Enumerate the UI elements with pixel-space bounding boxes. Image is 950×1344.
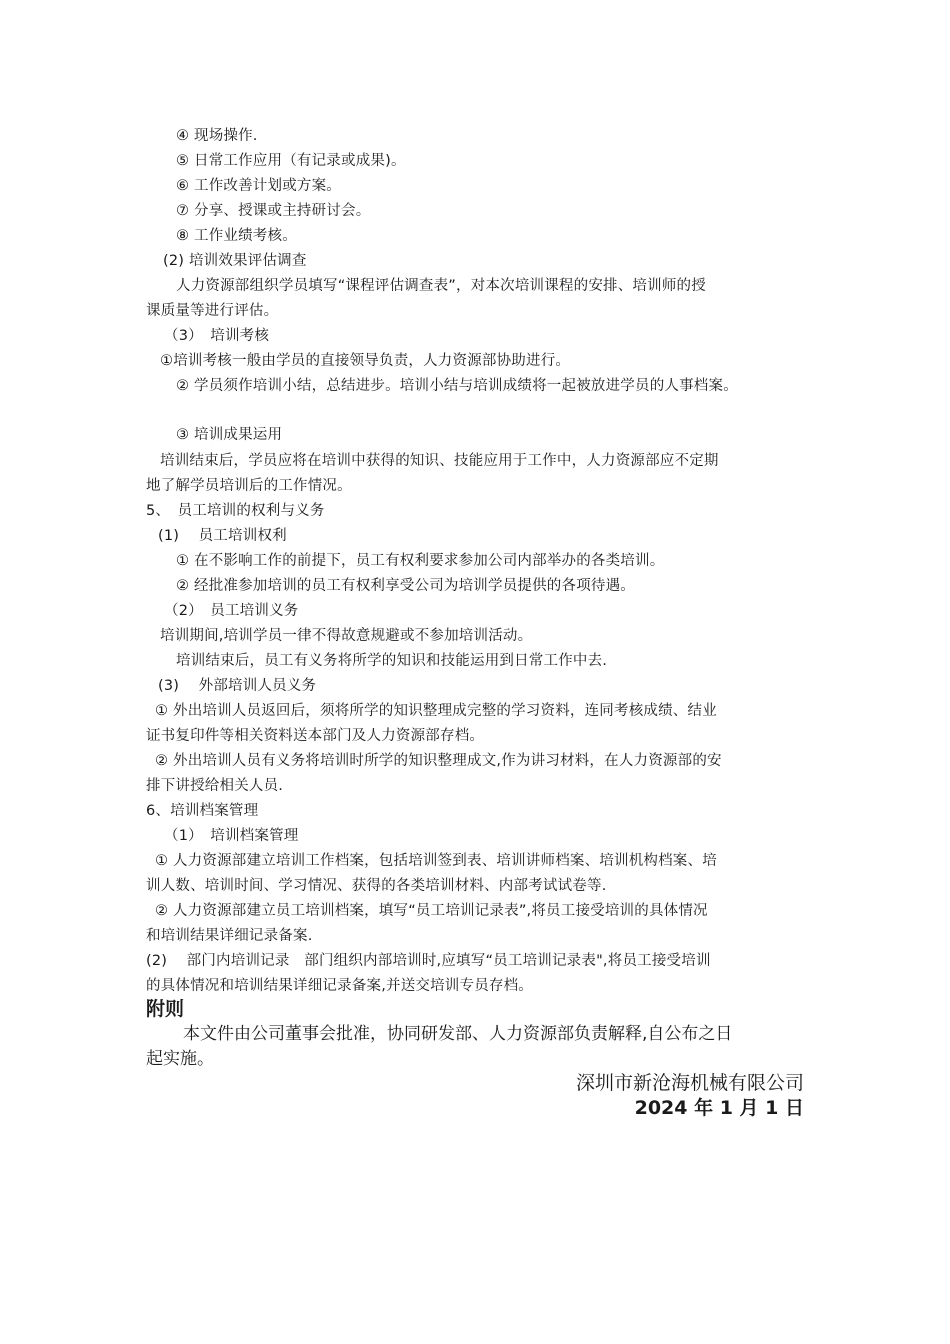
list-item: ② 经批准参加培训的员工有权利享受公司为培训学员提供的各项待遇。 [176, 578, 636, 594]
list-item: ⑧ 工作业绩考核。 [176, 228, 297, 244]
paragraph-line: 的具体情况和培训结果详细记录备案,并送交培训专员存档。 [146, 978, 534, 994]
appendix-text: 本文件由公司董事会批准，协同研发部、人力资源部负责解释,自公布之日 [183, 1024, 733, 1044]
paragraph-line: 证书复印件等相关资料送本部门及人力资源部存档。 [146, 728, 485, 744]
appendix-heading: 附则 [146, 998, 185, 1020]
paragraph-line: 地了解学员培训后的工作情况。 [146, 478, 352, 494]
appendix-text: 起实施。 [146, 1049, 214, 1069]
paragraph-line: 训人数、培训时间、学习情况、获得的各类培训材料、内部考试试卷等. [146, 878, 607, 894]
list-item: ① 在不影响工作的前提下，员工有权利要求参加公司内部举办的各类培训。 [176, 553, 665, 569]
list-item: ①培训考核一般由学员的直接领导负责，人力资源部协助进行。 [160, 353, 571, 369]
signature-date: 2024 年 1 月 1 日 [634, 1097, 804, 1119]
list-item: ② 外出培训人员有义务将培训时所学的知识整理成文,作为讲习材料，在人力资源部的安 [155, 753, 722, 769]
list-item: ② 人力资源部建立员工培训档案，填写“员工培训记录表”,将员工接受培训的具体情况 [155, 903, 708, 919]
subsection-heading: （1） 培训档案管理 [164, 828, 299, 844]
list-item: (2) 部门内培训记录 部门组织内部培训时,应填写“员工培训记录表",将员工接受培训 [146, 953, 711, 969]
subsection-heading: (1) 员工培训权利 [158, 528, 287, 544]
paragraph-line: 和培训结果详细记录备案. [146, 928, 313, 944]
paragraph-line: 培训结束后，员工有义务将所学的知识和技能运用到日常工作中去. [176, 653, 608, 669]
list-item: ④ 现场操作. [176, 128, 258, 144]
subsection-heading: (3) 外部培训人员义务 [158, 678, 317, 694]
subsection-heading: （2） 员工培训义务 [164, 603, 299, 619]
list-item: ② 学员须作培训小结，总结进步。培训小结与培训成绩将一起被放进学员的人事档案。 [176, 378, 738, 394]
paragraph-line: 排下讲授给相关人员. [146, 778, 284, 794]
list-item: ⑥ 工作改善计划或方案。 [176, 178, 342, 194]
list-item: ③ 培训成果运用 [176, 427, 283, 443]
paragraph-line: 培训结束后，学员应将在培训中获得的知识、技能应用于工作中，人力资源部应不定期 [160, 453, 719, 469]
list-item: ① 人力资源部建立培训工作档案，包括培训签到表、培训讲师档案、培训机构档案、培 [155, 853, 717, 869]
company-signature: 深圳市新沧海机械有限公司 [575, 1072, 804, 1094]
subsection-heading: （3） 培训考核 [164, 328, 270, 344]
section-heading: 5、 员工培训的权利与义务 [146, 503, 325, 519]
list-item: ① 外出培训人员返回后，须将所学的知识整理成完整的学习资料，连同考核成绩、结业 [155, 703, 717, 719]
paragraph-line: 课质量等进行评估。 [146, 303, 279, 319]
subsection-heading: (2) 培训效果评估调查 [163, 253, 307, 269]
list-item: ⑤ 日常工作应用（有记录或成果)。 [176, 153, 406, 169]
section-heading: 6、培训档案管理 [146, 803, 259, 819]
list-item: ⑦ 分享、授课或主持研讨会。 [176, 203, 371, 219]
paragraph-line: 人力资源部组织学员填写“课程评估调查表”，对本次培训课程的安排、培训师的授 [176, 278, 706, 294]
paragraph-line: 培训期间,培训学员一律不得故意规避或不参加培训活动。 [160, 628, 533, 644]
